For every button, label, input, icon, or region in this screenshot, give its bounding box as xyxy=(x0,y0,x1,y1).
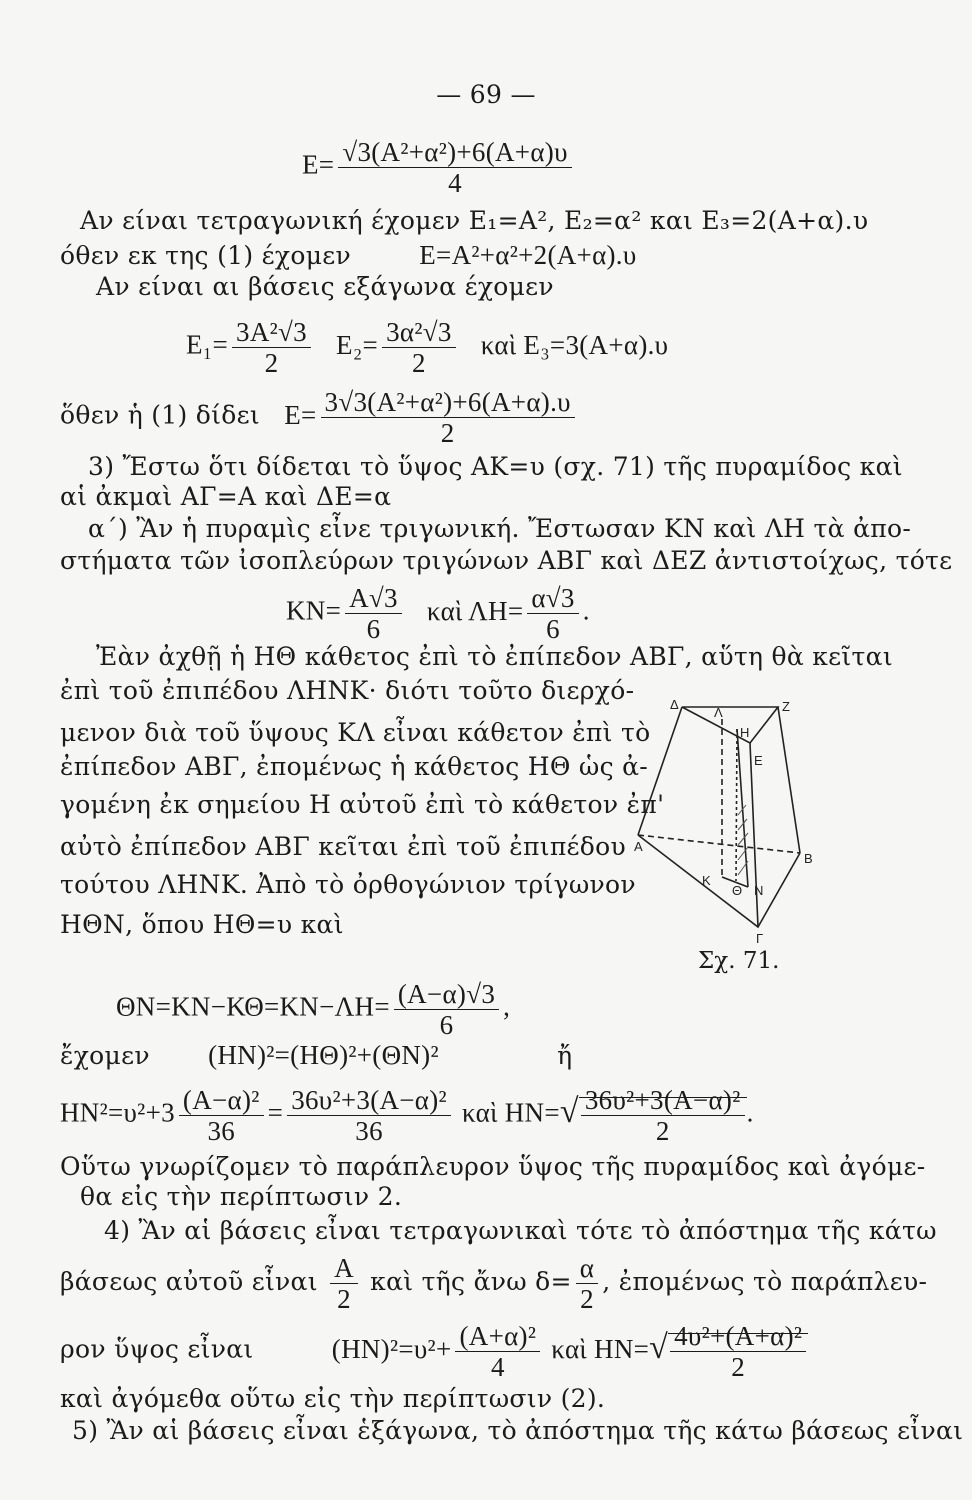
fraction xyxy=(345,584,402,643)
text-line: Αν είναι αι βάσεις εξάγωνα έχομεν xyxy=(96,272,554,301)
text-span: ρον ὕψος εἶναι xyxy=(60,1334,254,1364)
label-eta: Η xyxy=(740,725,750,740)
fraction xyxy=(330,1254,358,1313)
formula-hexagon-areas xyxy=(186,318,668,377)
text-line: μενον διὰ τοῦ ὕψους ΚΛ εἶναι κάθετον ἐπὶ τὸ xyxy=(60,718,651,747)
numerator: A√3 xyxy=(345,584,402,614)
fraction xyxy=(338,138,571,197)
numerator: 3√3(A²+α²)+6(A+α).υ xyxy=(321,388,575,418)
text-span: ἔχομεν xyxy=(60,1041,150,1070)
text-span: ὅθεν ἡ (1) δίδει xyxy=(60,400,260,430)
formula: E=A²+α²+2(A+α).υ xyxy=(419,240,637,270)
edge-zeta-beta xyxy=(778,707,800,853)
text-span: καὶ τῆς ἄνω δ= xyxy=(370,1267,572,1296)
fraction xyxy=(576,1254,598,1313)
radical-sign xyxy=(560,1093,579,1130)
radicand xyxy=(579,1085,747,1146)
denominator: 2 xyxy=(337,1284,351,1314)
text-line xyxy=(60,240,637,271)
pyramid-figure xyxy=(630,695,830,975)
fraction xyxy=(321,388,575,447)
formula-lhs: (ΗΝ)²=υ²+ xyxy=(331,1333,452,1364)
text-line: Οὕτω γνωρίζομεν τὸ παράπλευρον ὕψος τῆς πυραμίδος καὶ ἀγόμε- xyxy=(60,1152,926,1181)
formula-lhs: ΗΝ²=υ²+3 xyxy=(60,1097,175,1128)
denominator: 2 xyxy=(264,348,279,378)
text-line: ΗΘΝ, ὅπου ΗΘ=υ καὶ xyxy=(60,910,344,939)
label-kappa: Κ xyxy=(702,873,711,888)
label-theta: Θ xyxy=(732,883,743,898)
formula-lhs: E= xyxy=(302,149,335,180)
formula-e-general xyxy=(302,138,576,197)
denominator: 2 xyxy=(440,418,455,448)
fraction xyxy=(581,1086,745,1145)
denominator: 2 xyxy=(731,1352,746,1382)
formula-lhs: E₁= xyxy=(186,329,229,360)
formula: καὶ E₃=3(A+α).υ xyxy=(480,329,669,360)
text-line: στήματα τῶν ἰσοπλεύρων τριγώνων ΑΒΓ καὶ ΔΕΖ ἀντιστοίχως, τότε xyxy=(60,546,953,575)
numerator: 36υ²+3(A−α)² xyxy=(581,1086,745,1116)
text-line: Ἐὰν ἀχθῇ ἡ ΗΘ κάθετος ἐπὶ τὸ ἐπίπεδον ΑΒΓ, αὕτη θὰ κεῖται xyxy=(96,642,893,671)
label-gamma: Γ xyxy=(756,931,764,946)
label-beta: Β xyxy=(804,851,813,866)
fraction xyxy=(394,980,499,1039)
denominator: 6 xyxy=(546,614,560,644)
text-line: θα εἰς τὴν περίπτωσιν 2. xyxy=(80,1182,403,1211)
label-delta: Δ xyxy=(670,697,679,712)
edge-epsilon-gamma xyxy=(750,743,758,927)
fraction xyxy=(287,1086,451,1145)
label-zeta: Ζ xyxy=(782,699,790,714)
formula: καὶ ΗΝ= xyxy=(462,1097,560,1128)
denominator: 2 xyxy=(580,1284,594,1314)
text-line: 3) Ἔστω ὅτι δίδεται τὸ ὕψος ΑΚ=υ (σχ. 71) τῆς πυραμίδος καὶ xyxy=(88,452,903,481)
label-lambda: Λ xyxy=(714,705,723,720)
formula-lhs: E= xyxy=(284,399,317,430)
radical-sign xyxy=(649,1329,668,1366)
denominator: 6 xyxy=(366,614,381,644)
denominator: 6 xyxy=(439,1010,454,1040)
fraction xyxy=(179,1086,264,1145)
numerator: 3A²√3 xyxy=(232,318,311,348)
fraction xyxy=(455,1322,540,1381)
text-line: γομένη ἐκ σημείου Η αὐτοῦ ἐπὶ τὸ κάθετον ἐπ' xyxy=(60,790,665,819)
base-front xyxy=(638,835,800,927)
page-number: — 69 — xyxy=(436,80,536,109)
numerator: (A+α)² xyxy=(455,1322,540,1352)
text-line: καὶ ἀγόμεθα οὕτω εἰς τὴν περίπτωσιν (2). xyxy=(60,1384,606,1413)
base-back xyxy=(638,835,800,853)
numerator: α xyxy=(576,1254,598,1284)
text-span: , ἐπομένως τὸ παράπλευ- xyxy=(602,1267,928,1296)
label-nu: Ν xyxy=(754,883,764,898)
formula-lhs: E₂= xyxy=(336,329,379,360)
formula xyxy=(284,387,579,448)
numerator: α√3 xyxy=(527,584,578,614)
label-epsilon: Ε xyxy=(754,753,763,768)
fraction xyxy=(232,318,311,377)
text-span: ἤ xyxy=(557,1041,573,1070)
text-line: αὐτὸ ἐπίπεδον ΑΒΓ κεῖται ἐπὶ τοῦ ἐπιπέδου xyxy=(60,832,626,861)
text-line: 4) Ἂν αἱ βάσεις εἶναι τετραγωνικαὶ τότε τὸ ἀπόστημα τῆς κάτω xyxy=(104,1216,937,1245)
label-alpha: Α xyxy=(634,839,643,854)
denominator: 36 xyxy=(207,1116,236,1146)
formula xyxy=(331,1321,808,1382)
formula-hn: ΗΝ²=υ²+3 $\frac{\text{(A−α)²}}{36}$ = $\frac{\text{36υ²+3(A−α)²}}{36}$ καὶ ΗΝ=√ $\frac{\text{36υ²+3(A−α)²}}{2}$ . xyxy=(60,1086,754,1145)
equals-sign: = xyxy=(267,1097,284,1128)
fraction xyxy=(527,584,578,643)
denominator: 4 xyxy=(490,1352,505,1382)
text-line: ἐπίπεδον ΑΒΓ, ἐπομένως ἡ κάθετος ΗΘ ὡς ἀ- xyxy=(60,752,649,781)
text-line: 5) Ἂν αἱ βάσεις εἶναι ἑξάγωνα, τὸ ἀπόστημα τῆς κάτω βάσεως εἶναι xyxy=(72,1416,964,1445)
denominator: 2 xyxy=(411,348,426,378)
text-line xyxy=(60,1040,572,1071)
numerator: (A−α)√3 xyxy=(394,980,499,1010)
text-line: αἱ ἀκμαὶ ΑΓ=Α καὶ ΔΕ=α xyxy=(60,482,392,511)
text-span: όθεν εκ της (1) έχομεν xyxy=(60,241,351,270)
numerator: (A−α)² xyxy=(179,1086,264,1116)
formula-lhs: ΘΝ=ΚΝ−ΚΘ=ΚΝ−ΛΗ= xyxy=(116,991,390,1022)
text-line: ἐπὶ τοῦ ἐπιπέδου ΛΗΝΚ· διότι τοῦτο διερχό- xyxy=(60,676,635,705)
fraction xyxy=(382,318,456,377)
denominator: 4 xyxy=(448,168,462,198)
formula-lhs: ΚΝ= xyxy=(286,595,342,626)
numerator: √3(A²+α²)+6(A+α)υ xyxy=(338,138,571,168)
text-line: α΄) Ἂν ἡ πυραμὶς εἶνε τριγωνική. Ἔστωσαν ΚΝ καὶ ΛΗ τὰ ἀπο- xyxy=(88,514,912,543)
numerator: 4υ²+(A+α)² xyxy=(670,1322,806,1352)
numerator: 36υ²+3(A−α)² xyxy=(287,1086,451,1116)
formula: καὶ ΛΗ= xyxy=(426,595,524,626)
fraction xyxy=(670,1322,806,1381)
top-triangle xyxy=(682,707,778,743)
text-line xyxy=(60,388,579,447)
text-line xyxy=(60,1322,808,1381)
perp-eta-theta xyxy=(736,729,737,881)
edge-delta-alpha xyxy=(638,707,682,835)
text-line: Αν είναι τετραγωνική έχομεν E₁=A², E₂=α² και E₃=2(A+α).υ xyxy=(80,206,869,235)
numerator: 3α²√3 xyxy=(382,318,456,348)
formula: καὶ ΗΝ= xyxy=(551,1333,650,1364)
text-span: βάσεως αὐτοῦ εἶναι xyxy=(60,1267,318,1296)
figure-caption: Σχ. 71. xyxy=(698,948,780,974)
formula-theta-nu: ΘΝ=ΚΝ−ΚΘ=ΚΝ−ΛΗ= $\frac{(A-\alpha)√3}{6}$ , xyxy=(116,979,511,1040)
denominator: 36 xyxy=(355,1116,383,1146)
formula-apothems: ΚΝ= $\frac{A√3}{6}$ καὶ ΛΗ= $\frac{\alpha√3}{6}$ . xyxy=(286,583,590,644)
text-line xyxy=(60,1254,927,1313)
denominator: 2 xyxy=(655,1116,670,1146)
formula: (ΗΝ)²=(ΗΘ)²+(ΘΝ)² xyxy=(208,1040,439,1070)
radicand xyxy=(668,1321,808,1382)
text-line: τούτου ΛΗΝΚ. Ἀπὸ τὸ ὀρθογώνιον τρίγωνον xyxy=(60,870,636,899)
numerator: A xyxy=(330,1254,358,1284)
